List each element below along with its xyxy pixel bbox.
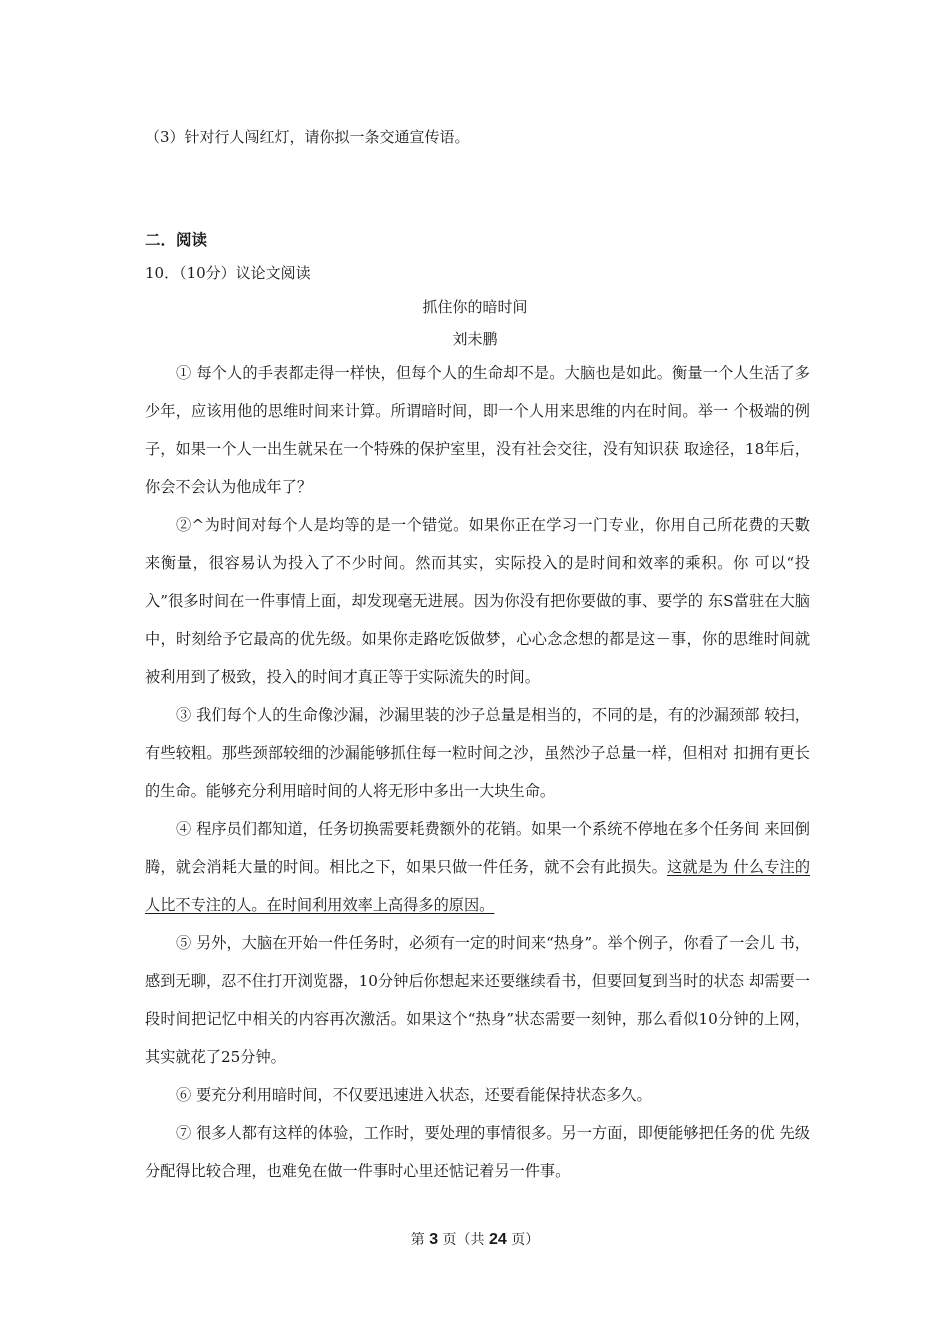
question-10-label: 10．（10分）议论文阅读	[145, 264, 311, 282]
article-title: 抓住你的暗时间	[422, 298, 528, 316]
footer-total-pages: 24	[489, 1231, 507, 1248]
paragraph-2: ②^为时间对每个人是均等的是一个错觉。如果你正在学习一门专业，你用自己所花费的天數来衡量，很容易认为投入了不少时间。然而其实，实际投入的是时间和效率的乘积。你 可以“投入”很多时间在一件事情上面，却发现毫无进展。因为你没有把你要做的事、要学的 东S當驻在大脑中，时刻给予它最高的优先级。如果你走路吃饭做梦，心心念念想的都是这－事，你的思维时间就被利用到了极致，投入的时间才真正等于实际流失的时间。	[145, 516, 810, 686]
paragraph-4	[145, 810, 810, 924]
footer-page-number: 3	[429, 1231, 439, 1248]
paragraph-7: ⑦ 很多人都有这样的体验，工作时，要处理的事情很多。另一方面，即便能够把任务的优 先级分配得比较合理，也难免在做一件事时心里还惦记着另一件事。	[145, 1124, 810, 1180]
underlined-sentence: 这就是为 什么专注的人比不专注的人。在时间利用效率上高得多的原因。	[145, 858, 811, 914]
question-part-3: （3）针对行人闯红灯，请你拟一条交通宣传语。	[145, 128, 470, 146]
article-author: 刘未鹏	[452, 330, 498, 348]
footer-middle: 页（共	[442, 1232, 485, 1248]
footer-prefix: 第	[410, 1232, 425, 1248]
article-body	[145, 354, 810, 1190]
paragraph-6: ⑥ 要充分利用暗时间，不仅要迅速进入状态，还要看能保持状态多久。	[176, 1086, 652, 1104]
paragraph-5: ⑤ 另外，大脑在开始一件任务时，必须有一定的时间来“热身”。举个例子，你看了一会儿 书，感到无聊，忍不住打开浏览器，10分钟后你想起来还要继续看书，但要回复到当时的状态 却需要一段时间把记忆中相关的内容再次激活。如果这个“热身”状态需要一刻钟，那么看似10分钟的上网，其实就花了25分钟。	[145, 934, 810, 1066]
footer-suffix: 页）	[511, 1232, 540, 1248]
paragraph-1: ① 每个人的手表都走得一样快，但每个人的生命却不是。大脑也是如此。衡量一个人生活了多少年，应该用他的思维时间来计算。所谓暗时间，即一个人用来思维的内在时间。举一 个极端的例子，如果一个人一出生就呆在一个特殊的保护室里，没有社会交往，没有知识获 取途径，18年后，你会不会认为他成年了？	[145, 364, 810, 496]
page-footer	[0, 1230, 950, 1250]
paragraph-4-text: ④ 程序员们都知道，任务切换需要耗费额外的花销。如果一个系统不停地在多个任务间 来回倒腾，就会消耗大量的时间。相比之下，如果只做一件任务，就不会有此损失。	[145, 820, 810, 876]
section-heading: 二．阅读	[145, 230, 208, 249]
paragraph-3: ③ 我们每个人的生命像沙漏，沙漏里装的沙子总量是相当的，不同的是，有的沙漏颈部 较扫，有些较粗。那些颈部较细的沙漏能够抓住每一粒时间之沙，虽然沙子总量一样，但相对 扣拥有更长的生命。能够充分利用暗时间的人将无形中多出一大块生命。	[145, 706, 810, 800]
